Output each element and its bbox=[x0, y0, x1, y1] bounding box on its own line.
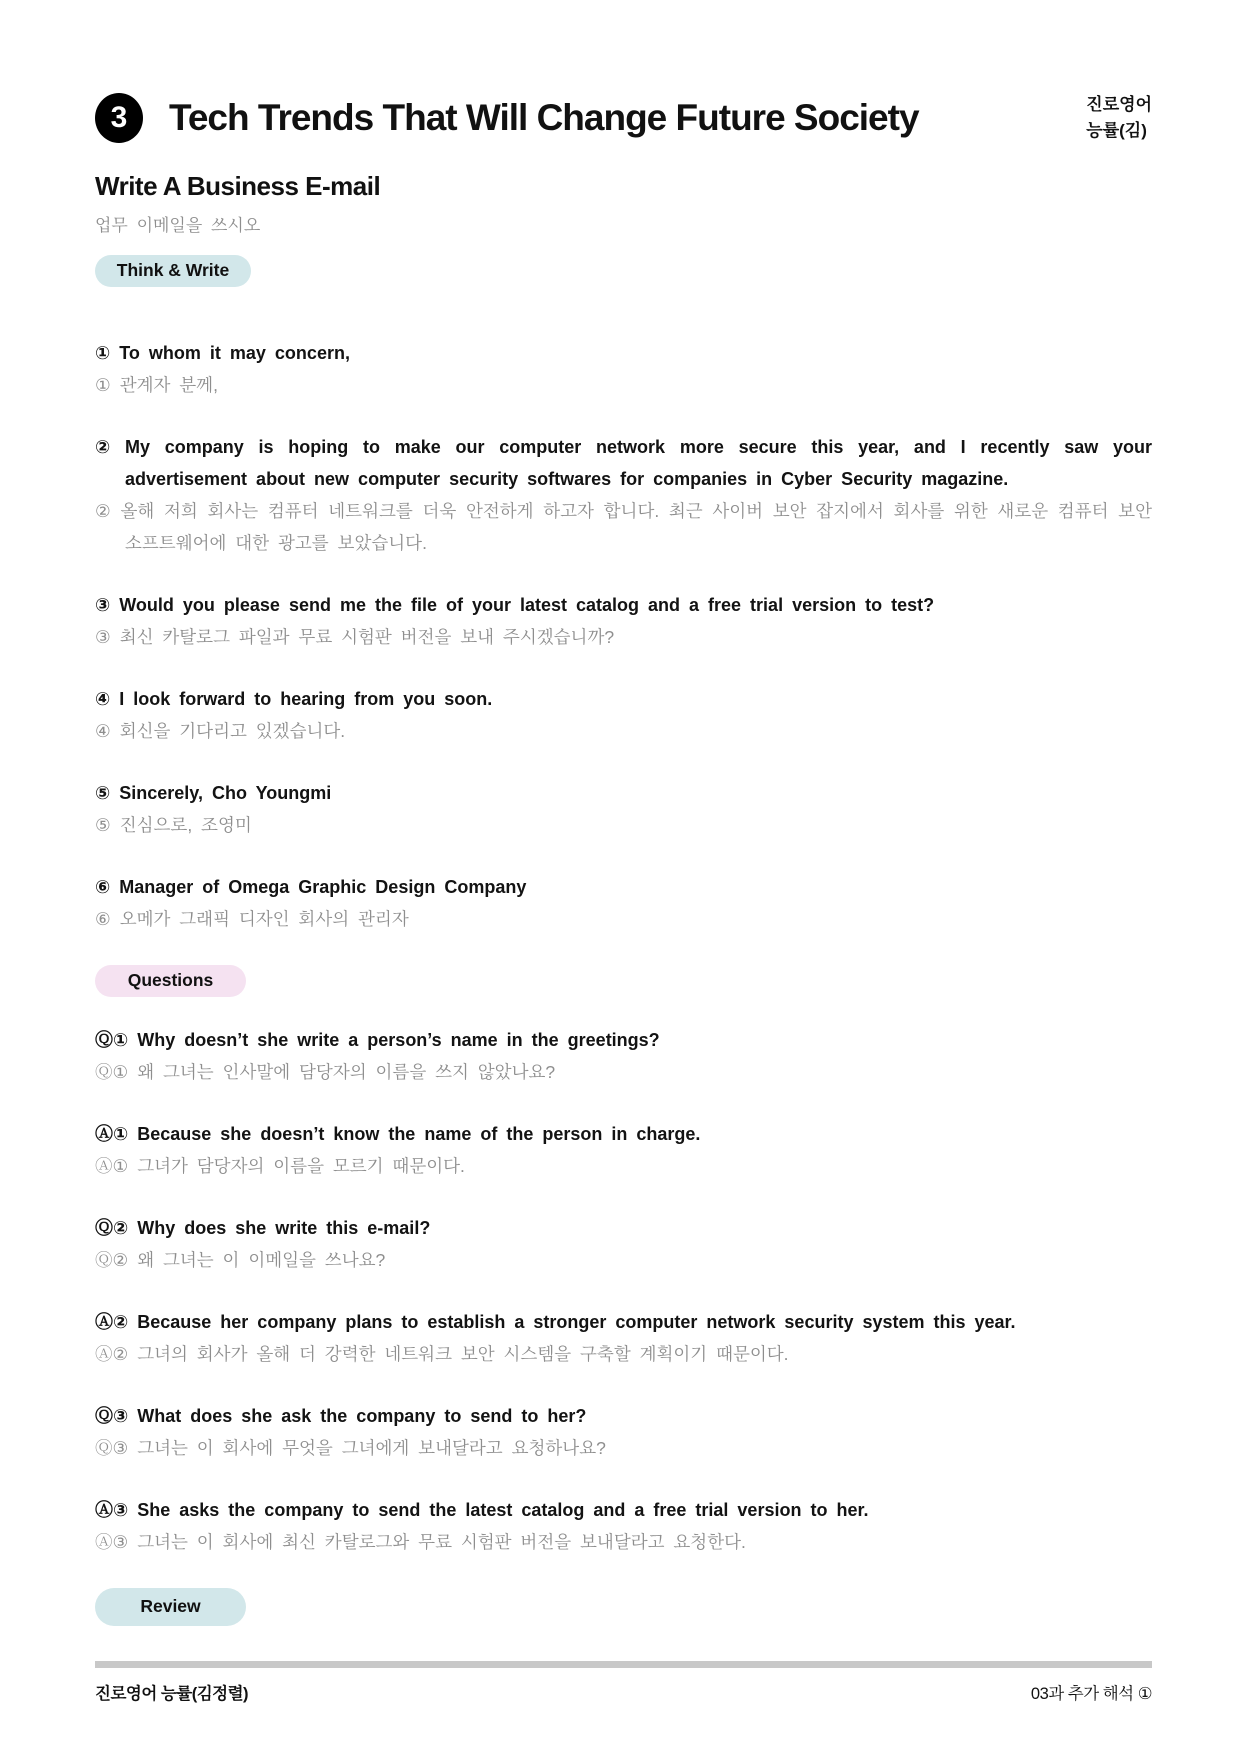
sentence-number-ko: ⑥ bbox=[95, 908, 111, 929]
question-number: Ⓠ③ bbox=[95, 1405, 129, 1426]
sentence-en bbox=[95, 431, 1152, 495]
sentence-en bbox=[95, 589, 1152, 621]
question-en bbox=[95, 1400, 1152, 1432]
sentence-ko bbox=[95, 495, 1152, 559]
sentence-ko bbox=[95, 369, 1152, 401]
question-ko bbox=[95, 1244, 1152, 1276]
think-and-write-badge: Think & Write bbox=[95, 255, 251, 287]
page-title: Tech Trends That Will Change Future Society bbox=[169, 97, 919, 139]
sentence-text-en: Sincerely, Cho Youngmi bbox=[119, 782, 332, 803]
footer-page-label: 03과 추가 해석 ① bbox=[1030, 1685, 1152, 1703]
question-number-ko: Ⓠ③ bbox=[95, 1437, 129, 1458]
sentence-item-4 bbox=[95, 683, 1152, 747]
question-text-en: Why does she write this e-mail? bbox=[137, 1217, 431, 1238]
answer-ko bbox=[95, 1526, 1152, 1558]
sentence-ko bbox=[95, 903, 1152, 935]
sentence-number-ko: ④ bbox=[95, 720, 111, 741]
question-text-ko: 왜 그녀는 이 이메일을 쓰나요? bbox=[137, 1249, 386, 1270]
sentence-number-ko: ③ bbox=[95, 626, 111, 647]
answer-text-en: Because she doesn’t know the name of the person in charge. bbox=[137, 1123, 701, 1144]
sentence-number-ko: ① bbox=[95, 374, 111, 395]
sentence-number: ③ bbox=[95, 594, 111, 615]
answer-text-ko: 그녀가 담당자의 이름을 모르기 때문이다. bbox=[137, 1155, 465, 1176]
answer-text-en: She asks the company to send the latest catalog and a free trial version to her. bbox=[137, 1499, 869, 1520]
answer-number-ko: Ⓐ② bbox=[95, 1343, 129, 1364]
sentence-list bbox=[95, 337, 1152, 935]
question-item-1 bbox=[95, 1024, 1152, 1088]
question-item-3 bbox=[95, 1400, 1152, 1464]
sentence-item-5 bbox=[95, 777, 1152, 841]
page-header bbox=[95, 92, 1152, 145]
sentence-item-1 bbox=[95, 337, 1152, 401]
sentence-text-en: I look forward to hearing from you soon. bbox=[119, 688, 493, 709]
section-subtitle-ko: 업무 이메일을 쓰시오 bbox=[95, 215, 261, 235]
question-ko bbox=[95, 1056, 1152, 1088]
answer-ko bbox=[95, 1150, 1152, 1182]
sentence-en bbox=[95, 683, 1152, 715]
answer-text-ko: 그녀는 이 회사에 최신 카탈로그와 무료 시험판 버전을 보내달라고 요청한다. bbox=[137, 1531, 746, 1552]
question-number-ko: Ⓠ① bbox=[95, 1061, 129, 1082]
answer-number: Ⓐ③ bbox=[95, 1499, 129, 1520]
question-en bbox=[95, 1212, 1152, 1244]
question-item-2 bbox=[95, 1212, 1152, 1276]
sentence-text-ko: 진심으로, 조영미 bbox=[119, 814, 252, 835]
sentence-text-en: To whom it may concern, bbox=[119, 342, 350, 363]
sentence-number: ① bbox=[95, 342, 111, 363]
answer-number: Ⓐ① bbox=[95, 1123, 129, 1144]
answer-text-ko: 그녀의 회사가 올해 더 강력한 네트워크 보안 시스템을 구축할 계획이기 때문이다. bbox=[137, 1343, 789, 1364]
answer-ko bbox=[95, 1338, 1152, 1370]
sentence-item-6 bbox=[95, 871, 1152, 935]
sentence-text-en: Manager of Omega Graphic Design Company bbox=[119, 876, 527, 897]
answer-item-3 bbox=[95, 1494, 1152, 1558]
answer-en bbox=[95, 1494, 1152, 1526]
sentence-text-ko: 회신을 기다리고 있겠습니다. bbox=[119, 720, 346, 741]
question-text-ko: 왜 그녀는 인사말에 담당자의 이름을 쓰지 않았나요? bbox=[137, 1061, 556, 1082]
sentence-number-ko: ⑤ bbox=[95, 814, 111, 835]
sentence-text-ko: 최신 카탈로그 파일과 무료 시험판 버전을 보내 주시겠습니까? bbox=[119, 626, 615, 647]
sentence-item-3 bbox=[95, 589, 1152, 653]
question-text-en: Why doesn’t she write a person’s name in the greetings? bbox=[137, 1029, 660, 1050]
answer-number-ko: Ⓐ③ bbox=[95, 1531, 129, 1552]
answer-en bbox=[95, 1118, 1152, 1150]
review-badge: Review bbox=[95, 1588, 246, 1626]
page-footer bbox=[95, 1661, 1152, 1704]
footer-divider bbox=[95, 1661, 1152, 1668]
sentence-number: ⑤ bbox=[95, 782, 111, 803]
answer-text-en: Because her company plans to establish a stronger computer network security system this year. bbox=[137, 1311, 1016, 1332]
answer-item-2 bbox=[95, 1306, 1152, 1370]
answer-en bbox=[95, 1306, 1152, 1338]
sentence-text-en: Would you please send me the file of your latest catalog and a free trial version to test? bbox=[119, 594, 935, 615]
question-number-ko: Ⓠ② bbox=[95, 1249, 129, 1270]
question-ko bbox=[95, 1432, 1152, 1464]
sentence-text-ko: 올해 저희 회사는 컴퓨터 네트워크를 더욱 안전하게 하고자 합니다. 최근 사이버 보안 잡지에서 회사를 위한 새로운 컴퓨터 보안 소프트웨어에 대한 광고를 보았습니다. bbox=[120, 500, 1152, 553]
sentence-text-ko: 오메가 그래픽 디자인 회사의 관리자 bbox=[119, 908, 409, 929]
edition-line1: 진로영어 bbox=[1086, 95, 1152, 114]
unit-number-badge: 3 bbox=[95, 93, 143, 143]
sentence-text-ko: 관계자 분께, bbox=[119, 374, 218, 395]
footer-book-title: 진로영어 능률(김정렬) bbox=[95, 1685, 249, 1703]
answer-number-ko: Ⓐ① bbox=[95, 1155, 129, 1176]
question-number: Ⓠ① bbox=[95, 1029, 129, 1050]
answer-number: Ⓐ② bbox=[95, 1311, 129, 1332]
sentence-en bbox=[95, 871, 1152, 903]
questions-badge: Questions bbox=[95, 965, 246, 997]
sentence-number: ② bbox=[95, 436, 116, 457]
sentence-ko bbox=[95, 715, 1152, 747]
sentence-en bbox=[95, 777, 1152, 809]
edition-line2: 능률(김) bbox=[1086, 121, 1147, 141]
sentence-number: ⑥ bbox=[95, 876, 111, 897]
qa-list bbox=[95, 1024, 1152, 1558]
sentence-number: ④ bbox=[95, 688, 111, 709]
question-text-en: What does she ask the company to send to her? bbox=[137, 1405, 587, 1426]
sentence-text-en: My company is hoping to make our computer network more secure this year, and I recently saw your advertisement about new computer security softwares for companies in Cyber Security magazine. bbox=[125, 436, 1152, 489]
answer-item-1 bbox=[95, 1118, 1152, 1182]
sentence-number-ko: ② bbox=[95, 500, 112, 521]
sentence-ko bbox=[95, 621, 1152, 653]
section-title: Write A Business E-mail bbox=[95, 170, 381, 201]
edition-label bbox=[1086, 92, 1152, 145]
question-en bbox=[95, 1024, 1152, 1056]
question-text-ko: 그녀는 이 회사에 무엇을 그녀에게 보내달라고 요청하나요? bbox=[137, 1437, 606, 1458]
sentence-ko bbox=[95, 809, 1152, 841]
sentence-en bbox=[95, 337, 1152, 369]
question-number: Ⓠ② bbox=[95, 1217, 129, 1238]
sentence-item-2 bbox=[95, 431, 1152, 559]
footer-row bbox=[95, 1680, 1152, 1704]
